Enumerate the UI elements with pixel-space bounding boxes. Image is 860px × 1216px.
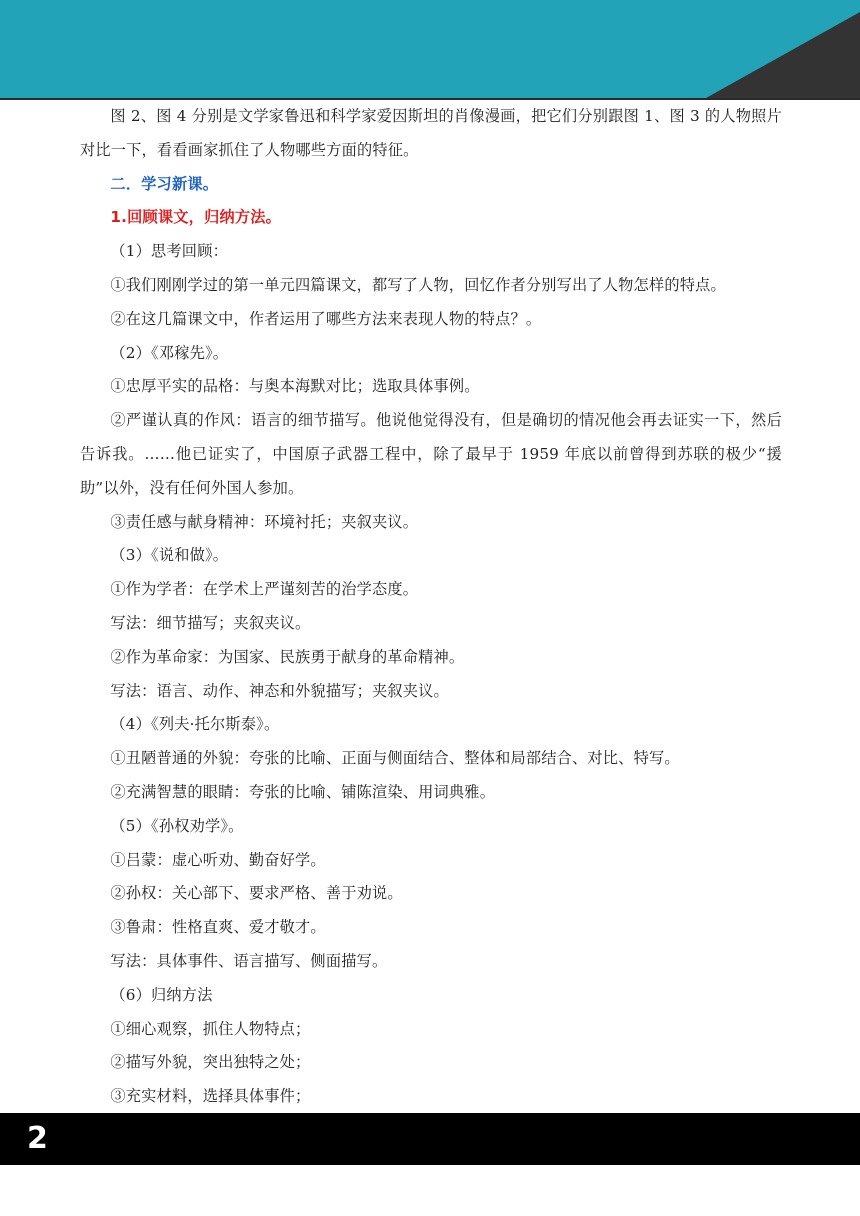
body-paragraph: ②充满智慧的眼睛：夸张的比喻、铺陈渲染、用词典雅。	[110, 782, 496, 801]
body-paragraph: （5）《孙权劝学》。	[110, 816, 244, 835]
header-teal-bar	[0, 0, 860, 98]
page-number: 2	[27, 1121, 48, 1156]
body-paragraph: 图 2、图 4 分别是文学家鲁迅和科学家爱因斯坦的肖像漫画，把它们分别跟图 1、图 3 的人物照片对比一下，看看画家抓住了人物哪些方面的特征。	[80, 107, 782, 159]
body-paragraph: ③鲁肃：性格直爽、爱才敬才。	[110, 918, 326, 937]
page-footer	[0, 1113, 860, 1165]
body-paragraph: （6）归纳方法	[110, 985, 213, 1004]
body-paragraph: 写法：语言、动作、神态和外貌描写；夹叙夹议。	[110, 681, 449, 700]
body-paragraph: 写法：具体事件、语言描写、侧面描写。	[110, 951, 388, 970]
body-paragraph: ①作为学者：在学术上严谨刻苦的治学态度。	[110, 580, 419, 599]
body-paragraph: （2）《邓稼先》。	[110, 343, 229, 362]
body-paragraph: ③充实材料，选择具体事件；	[110, 1087, 311, 1106]
body-paragraph: ①吕蒙：虚心听劝、勤奋好学。	[110, 850, 326, 869]
body-paragraph: 写法：细节描写；夹叙夹议。	[110, 613, 311, 632]
body-paragraph: （3）《说和做》。	[110, 546, 229, 565]
body-paragraph: ②描写外貌，突出独特之处；	[110, 1053, 311, 1072]
body-paragraph: （1）思考回顾：	[110, 242, 228, 261]
header-graphic	[0, 0, 860, 102]
body-paragraph: ①细心观察，抓住人物特点；	[110, 1019, 311, 1038]
body-paragraph: ②孙权：关心部下、要求严格、善于劝说。	[110, 884, 403, 903]
document-body	[80, 100, 782, 1114]
page-header-banner	[0, 0, 860, 102]
body-paragraph: ①丑陋普通的外貌：夸张的比喻、正面与侧面结合、整体和局部结合、对比、特写。	[110, 749, 680, 768]
body-paragraph: （4）《列夫·托尔斯泰》。	[110, 715, 280, 734]
body-paragraph: ②作为革命家：为国家、民族勇于献身的革命精神。	[110, 647, 465, 666]
section-heading: 1.回顾课文，归纳方法。	[110, 208, 282, 227]
body-paragraph: ①我们刚刚学过的第一单元四篇课文，都写了人物，回忆作者分别写出了人物怎样的特点。	[110, 275, 726, 294]
body-paragraph: ③责任感与献身精神：环境衬托；夹叙夹议。	[110, 512, 419, 531]
body-paragraph: ②在这几篇课文中，作者运用了哪些方法来表现人物的特点？。	[110, 309, 542, 328]
section-heading: 二．学习新课。	[110, 174, 219, 193]
body-paragraph: ②严谨认真的作风：语言的细节描写。他说他觉得没有，但是确切的情况他会再去证实一下，然后告诉我。……他已证实了，中国原子武器工程中，除了最早于 1959 年底以前曾得到苏联的极少“援助”以外，没有任何外国人参加。	[80, 411, 782, 497]
body-paragraph: ①忠厚平实的品格：与奥本海默对比；选取具体事例。	[110, 377, 480, 396]
